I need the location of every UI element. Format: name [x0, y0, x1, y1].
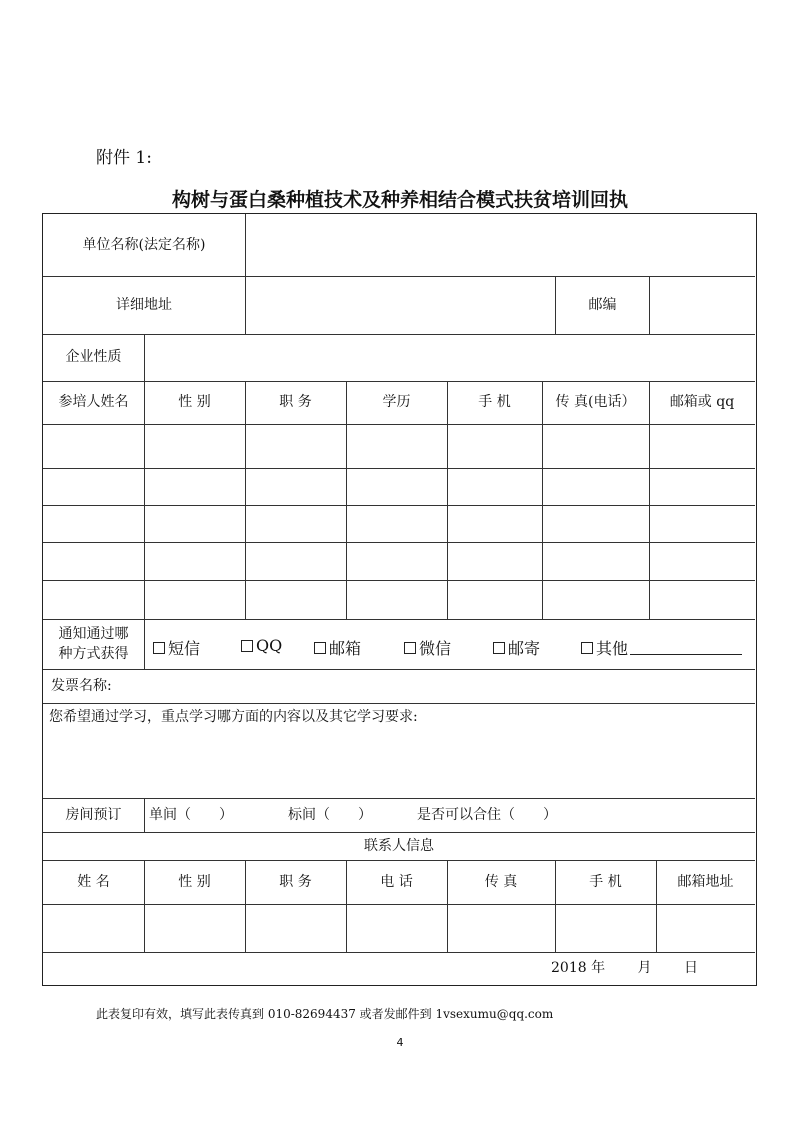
date-line: 2018 年 月 日 — [551, 960, 698, 977]
address-field[interactable] — [246, 276, 555, 334]
checkbox-icon[interactable] — [314, 642, 326, 654]
option-qq[interactable]: QQ — [241, 636, 282, 655]
page-number: 4 — [396, 1036, 404, 1049]
checkbox-icon[interactable] — [581, 642, 593, 654]
room-booking-label: 房间预订 — [65, 806, 122, 823]
checkbox-icon[interactable] — [493, 642, 505, 654]
contact-header-fax: 传 真 — [484, 873, 518, 890]
form-title: 构树与蛋白桑种植技术及种养相结合模式扶贫培训回执 — [171, 189, 628, 211]
option-wechat[interactable]: 微信 — [404, 636, 451, 659]
address-label: 详细地址 — [116, 296, 172, 313]
trainee-header-name: 参培人姓名 — [58, 394, 129, 411]
checkbox-icon[interactable] — [241, 640, 253, 652]
enterprise-type-label: 企业性质 — [65, 349, 122, 366]
postcode-label: 邮编 — [588, 296, 617, 313]
registration-form — [42, 213, 757, 986]
trainee-row[interactable] — [43, 505, 755, 542]
postcode-field[interactable] — [650, 276, 755, 334]
trainee-header-gender: 性 别 — [178, 394, 211, 411]
contact-header-name: 姓 名 — [77, 873, 110, 890]
footer-note: 此表复印有效，填写此表传真到 010-82694437 或者发邮件到 1vsexumu@qq.com — [96, 1007, 554, 1021]
contact-header-gender: 性 别 — [178, 873, 211, 890]
trainee-header-education: 学历 — [382, 394, 411, 411]
option-sms[interactable]: 短信 — [153, 636, 200, 659]
contact-header-mobile: 手 机 — [589, 873, 622, 890]
checkbox-icon[interactable] — [153, 642, 165, 654]
trainee-row[interactable] — [43, 424, 755, 468]
trainee-row[interactable] — [43, 468, 755, 505]
annex-label: 附件 1: — [96, 148, 152, 168]
contact-header-email: 邮箱地址 — [677, 873, 734, 890]
notify-label-line1: 通知通过哪 — [58, 625, 129, 642]
trainee-header-mobile: 手 机 — [478, 394, 511, 411]
invoice-label: 发票名称: — [51, 677, 112, 694]
contact-header-phone: 电 话 — [380, 873, 413, 890]
trainee-row[interactable] — [43, 542, 755, 580]
contact-row[interactable] — [43, 904, 755, 952]
option-mail[interactable]: 邮寄 — [493, 636, 540, 659]
trainee-row[interactable] — [43, 580, 755, 619]
learning-request-label: 您希望通过学习，重点学习哪方面的内容以及其它学习要求: — [49, 709, 418, 725]
trainee-header-position: 职 务 — [279, 394, 312, 411]
other-blank[interactable] — [630, 640, 742, 655]
contact-header-position: 职 务 — [279, 873, 312, 890]
room-share[interactable]: 是否可以合住（ ） — [417, 806, 557, 823]
enterprise-type-field[interactable] — [145, 334, 755, 381]
option-other[interactable]: 其他 — [581, 636, 742, 659]
notify-label-line2: 种方式获得 — [58, 646, 129, 662]
unit-name-label: 单位名称(法定名称) — [82, 236, 206, 253]
unit-name-field[interactable] — [246, 214, 755, 276]
checkbox-icon[interactable] — [404, 642, 416, 654]
trainee-header-fax: 传 真(电话） — [555, 394, 636, 411]
room-single[interactable]: 单间（ ） — [149, 806, 233, 823]
room-double[interactable]: 标间（ ） — [288, 806, 372, 823]
option-email[interactable]: 邮箱 — [314, 636, 361, 659]
contact-info-heading: 联系人信息 — [364, 837, 434, 854]
notify-label — [43, 619, 144, 669]
trainee-header-email: 邮箱或 qq — [669, 394, 735, 411]
